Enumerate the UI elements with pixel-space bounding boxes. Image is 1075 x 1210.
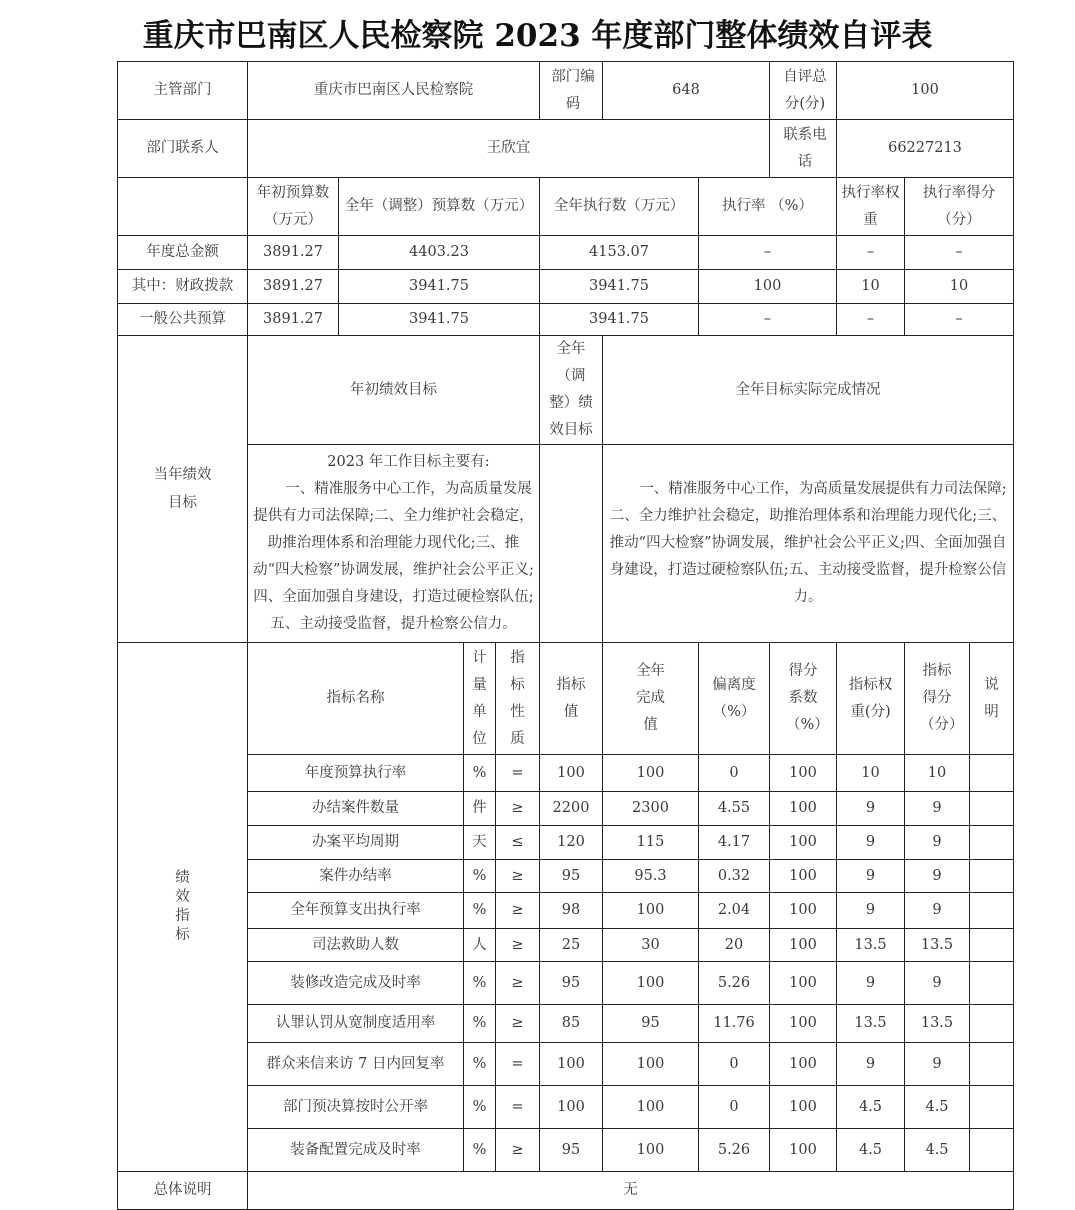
summary-value: 无	[248, 1172, 1014, 1210]
ind-name: 案件办结率	[248, 860, 464, 893]
ind-col-actual-text: 全年完成值	[636, 663, 665, 733]
ind-target: 100	[540, 755, 603, 792]
indicator-row	[118, 1043, 1014, 1086]
ind-target: 98	[540, 893, 603, 929]
ind-nature: =	[496, 1086, 540, 1129]
summary-label: 总体说明	[118, 1172, 248, 1210]
ind-note	[970, 962, 1014, 1005]
ind-unit: 件	[464, 792, 496, 826]
ind-actual: 100	[603, 1086, 699, 1129]
ind-weight: 9	[837, 826, 905, 860]
ind-unit: %	[464, 755, 496, 792]
ind-target: 100	[540, 1086, 603, 1129]
ind-unit: 人	[464, 929, 496, 962]
ind-target: 95	[540, 860, 603, 893]
code-label: 部门编码	[540, 62, 603, 120]
ind-actual: 95.3	[603, 860, 699, 893]
goals-actual-body: 一、精准服务中心工作，为高质量发展提供有力司法保障;二、全力维护社会稳定，助推治理体系和治理能力现代化;三、推动“四大检察”协调发展，维护社会公平正义;四、全面加强自身建设，打造过硬检察队伍;五、主动接受监督，提升检察公信力。	[609, 481, 1007, 605]
ind-col-note	[970, 643, 1014, 755]
phone-value: 66227213	[837, 120, 1014, 178]
ind-nature: ≥	[496, 962, 540, 1005]
ind-note	[970, 792, 1014, 826]
budget-weight: –	[837, 304, 905, 336]
ind-deviation: 2.04	[699, 893, 770, 929]
ind-coef: 100	[770, 792, 837, 826]
ind-weight: 9	[837, 860, 905, 893]
score-value: 100	[837, 62, 1014, 120]
ind-note	[970, 1005, 1014, 1043]
ind-nature: ≥	[496, 860, 540, 893]
ind-actual: 100	[603, 893, 699, 929]
ind-coef: 100	[770, 893, 837, 929]
ind-name: 群众来信来访 7 日内回复率	[248, 1043, 464, 1086]
ind-coef: 100	[770, 1129, 837, 1172]
goals-initial-intro: 2023 年工作目标主要有:	[327, 454, 490, 470]
ind-weight: 4.5	[837, 1129, 905, 1172]
self-evaluation-table	[117, 61, 1014, 1210]
goals-section-text: 当年绩效目标	[153, 467, 212, 511]
ind-target: 2200	[540, 792, 603, 826]
budget-weight: 10	[837, 270, 905, 304]
goals-adjusted-header-text: 全年（调整）绩效目标	[549, 341, 593, 438]
budget-row	[118, 236, 1014, 270]
ind-col-deviation-text: 偏离度（%）	[712, 676, 756, 720]
ind-nature: ≥	[496, 893, 540, 929]
ind-nature: =	[496, 755, 540, 792]
ind-weight: 4.5	[837, 1086, 905, 1129]
goals-content-row	[118, 445, 1014, 643]
indicator-row	[118, 792, 1014, 826]
ind-actual: 100	[603, 1043, 699, 1086]
budget-col-score: 执行率得分（分）	[905, 178, 1014, 236]
indicators-header-row	[118, 643, 1014, 755]
ind-nature: ≥	[496, 929, 540, 962]
ind-score: 4.5	[905, 1086, 970, 1129]
ind-score: 4.5	[905, 1129, 970, 1172]
score-label: 自评总分(分)	[770, 62, 837, 120]
budget-rate: 100	[699, 270, 837, 304]
indicator-row	[118, 1129, 1014, 1172]
ind-deviation: 4.55	[699, 792, 770, 826]
dept-label: 主管部门	[118, 62, 248, 120]
ind-coef: 100	[770, 755, 837, 792]
budget-weight: –	[837, 236, 905, 270]
ind-note	[970, 1129, 1014, 1172]
ind-actual: 2300	[603, 792, 699, 826]
ind-col-name: 指标名称	[248, 643, 464, 755]
budget-executed: 4153.07	[540, 236, 699, 270]
ind-coef: 100	[770, 1005, 837, 1043]
ind-deviation: 20	[699, 929, 770, 962]
ind-actual: 115	[603, 826, 699, 860]
budget-col-executed: 全年执行数（万元）	[540, 178, 699, 236]
ind-note	[970, 929, 1014, 962]
ind-actual: 95	[603, 1005, 699, 1043]
budget-adjusted: 4403.23	[339, 236, 540, 270]
ind-note	[970, 826, 1014, 860]
ind-weight: 9	[837, 893, 905, 929]
ind-target: 85	[540, 1005, 603, 1043]
ind-col-weight-text: 指标权重(分)	[848, 676, 893, 720]
ind-deviation: 0	[699, 1086, 770, 1129]
budget-col-rate: 执行率 （%）	[699, 178, 837, 236]
ind-unit: 天	[464, 826, 496, 860]
goals-initial-body: 一、精准服务中心工作，为高质量发展提供有力司法保障;二、全力维护社会稳定，助推治理体系和治理能力现代化;三、推动“四大检察”协调发展，维护社会公平正义;四、全面加强自身建设，打造过硬检察队伍;五、主动接受监督，提升检察公信力。	[253, 481, 534, 632]
ind-deviation: 0	[699, 755, 770, 792]
indicators-section-label	[118, 643, 248, 1172]
budget-score: 10	[905, 270, 1014, 304]
indicator-row	[118, 929, 1014, 962]
goals-actual-header: 全年目标实际完成情况	[603, 336, 1014, 445]
goals-actual-text	[603, 445, 1014, 643]
ind-score: 9	[905, 1043, 970, 1086]
ind-coef: 100	[770, 929, 837, 962]
ind-name: 全年预算支出执行率	[248, 893, 464, 929]
budget-row-label: 其中：财政拨款	[118, 270, 248, 304]
budget-row	[118, 304, 1014, 336]
budget-adjusted: 3941.75	[339, 304, 540, 336]
ind-weight: 9	[837, 792, 905, 826]
ind-score: 13.5	[905, 1005, 970, 1043]
goals-initial-text	[248, 445, 540, 643]
ind-coef: 100	[770, 1043, 837, 1086]
ind-note	[970, 755, 1014, 792]
ind-score: 13.5	[905, 929, 970, 962]
ind-coef: 100	[770, 962, 837, 1005]
budget-header-blank	[118, 178, 248, 236]
ind-name: 装修改造完成及时率	[248, 962, 464, 1005]
ind-col-deviation	[699, 643, 770, 755]
budget-adjusted: 3941.75	[339, 270, 540, 304]
indicators-section-text: 绩效指标	[175, 870, 190, 943]
contact-label: 部门联系人	[118, 120, 248, 178]
goals-section-label	[118, 336, 248, 643]
dept-value: 重庆市巴南区人民检察院	[248, 62, 540, 120]
contact-value: 王欣宜	[248, 120, 770, 178]
ind-note	[970, 860, 1014, 893]
budget-score: –	[905, 304, 1014, 336]
ind-col-unit	[464, 643, 496, 755]
budget-executed: 3941.75	[540, 270, 699, 304]
ind-nature: ≤	[496, 826, 540, 860]
ind-note	[970, 1086, 1014, 1129]
ind-deviation: 5.26	[699, 962, 770, 1005]
ind-deviation: 5.26	[699, 1129, 770, 1172]
ind-unit: %	[464, 893, 496, 929]
budget-initial: 3891.27	[248, 270, 339, 304]
phone-label: 联系电话	[770, 120, 837, 178]
ind-name: 司法救助人数	[248, 929, 464, 962]
ind-actual: 100	[603, 1129, 699, 1172]
indicator-row	[118, 962, 1014, 1005]
goals-initial-header: 年初绩效目标	[248, 336, 540, 445]
code-value: 648	[603, 62, 770, 120]
ind-actual: 30	[603, 929, 699, 962]
ind-col-score	[905, 643, 970, 755]
budget-executed: 3941.75	[540, 304, 699, 336]
budget-row-label: 一般公共预算	[118, 304, 248, 336]
ind-col-target	[540, 643, 603, 755]
indicator-row	[118, 755, 1014, 792]
goals-adjusted-text	[540, 445, 603, 643]
ind-coef: 100	[770, 826, 837, 860]
ind-col-weight	[837, 643, 905, 755]
ind-col-actual	[603, 643, 699, 755]
ind-unit: %	[464, 1129, 496, 1172]
ind-nature: ≥	[496, 1129, 540, 1172]
ind-deviation: 0	[699, 1043, 770, 1086]
budget-rate: –	[699, 304, 837, 336]
contact-row	[118, 120, 1014, 178]
budget-initial: 3891.27	[248, 304, 339, 336]
ind-target: 100	[540, 1043, 603, 1086]
page-title: 重庆市巴南区人民检察院 2023 年度部门整体绩效自评表	[142, 18, 933, 54]
ind-nature: ≥	[496, 792, 540, 826]
budget-header-row	[118, 178, 1014, 236]
ind-col-unit-text: 计量单位	[472, 649, 487, 747]
budget-row	[118, 270, 1014, 304]
ind-unit: %	[464, 860, 496, 893]
ind-deviation: 4.17	[699, 826, 770, 860]
ind-weight: 13.5	[837, 929, 905, 962]
ind-name: 年度预算执行率	[248, 755, 464, 792]
ind-deviation: 11.76	[699, 1005, 770, 1043]
budget-col-initial: 年初预算数（万元）	[248, 178, 339, 236]
ind-weight: 10	[837, 755, 905, 792]
ind-unit: %	[464, 1086, 496, 1129]
ind-actual: 100	[603, 962, 699, 1005]
indicator-row	[118, 893, 1014, 929]
ind-weight: 13.5	[837, 1005, 905, 1043]
ind-name: 办案平均周期	[248, 826, 464, 860]
ind-coef: 100	[770, 1086, 837, 1129]
ind-target: 25	[540, 929, 603, 962]
budget-score: –	[905, 236, 1014, 270]
ind-col-target-text: 指标值	[556, 676, 586, 720]
goals-header-row	[118, 336, 1014, 445]
ind-col-score-text: 指标得分（分）	[920, 663, 964, 733]
ind-deviation: 0.32	[699, 860, 770, 893]
indicator-row	[118, 1005, 1014, 1043]
ind-target: 95	[540, 1129, 603, 1172]
ind-target: 120	[540, 826, 603, 860]
ind-col-nature	[496, 643, 540, 755]
ind-col-coef	[770, 643, 837, 755]
goals-adjusted-header	[540, 336, 603, 445]
ind-name: 部门预决算按时公开率	[248, 1086, 464, 1129]
ind-weight: 9	[837, 962, 905, 1005]
ind-nature: ≥	[496, 1005, 540, 1043]
ind-weight: 9	[837, 1043, 905, 1086]
ind-col-coef-text: 得分系数（%）	[786, 663, 829, 733]
ind-coef: 100	[770, 860, 837, 893]
ind-score: 9	[905, 860, 970, 893]
indicator-row	[118, 826, 1014, 860]
ind-col-note-text: 说明	[984, 676, 999, 720]
ind-nature: =	[496, 1043, 540, 1086]
budget-row-label: 年度总金额	[118, 236, 248, 270]
ind-name: 装备配置完成及时率	[248, 1129, 464, 1172]
ind-score: 9	[905, 893, 970, 929]
dept-row	[118, 62, 1014, 120]
ind-actual: 100	[603, 755, 699, 792]
budget-initial: 3891.27	[248, 236, 339, 270]
budget-rate: –	[699, 236, 837, 270]
ind-note	[970, 893, 1014, 929]
ind-note	[970, 1043, 1014, 1086]
ind-unit: %	[464, 962, 496, 1005]
ind-score: 9	[905, 792, 970, 826]
indicator-row	[118, 860, 1014, 893]
summary-row	[118, 1172, 1014, 1210]
ind-score: 10	[905, 755, 970, 792]
budget-col-adjusted: 全年（调整）预算数（万元）	[339, 178, 540, 236]
ind-score: 9	[905, 826, 970, 860]
ind-unit: %	[464, 1043, 496, 1086]
ind-unit: %	[464, 1005, 496, 1043]
budget-col-weight: 执行率权重	[837, 178, 905, 236]
ind-score: 9	[905, 962, 970, 1005]
ind-target: 95	[540, 962, 603, 1005]
indicator-row	[118, 1086, 1014, 1129]
ind-name: 办结案件数量	[248, 792, 464, 826]
ind-name: 认罪认罚从宽制度适用率	[248, 1005, 464, 1043]
ind-col-nature-text: 指标性质	[510, 649, 525, 747]
